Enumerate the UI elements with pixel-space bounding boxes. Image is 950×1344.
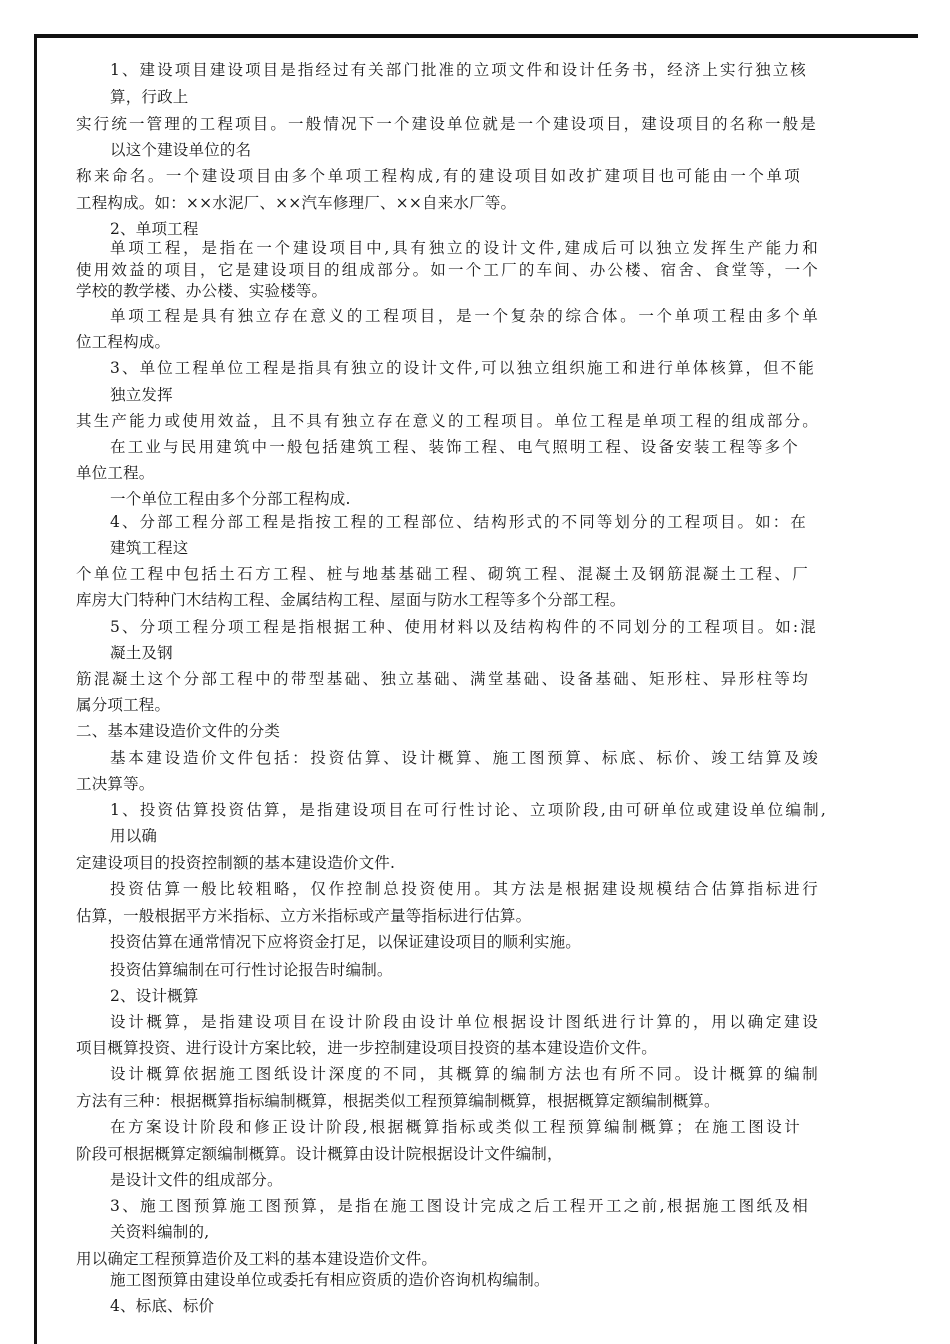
top-border-rule [34, 34, 918, 38]
text-line: 在方案设计阶段和修正设计阶段,根据概算指标或类似工程预算编制概算；在施工图设计 [110, 1118, 803, 1136]
text-line: 项目概算投资、进行设计方案比较，进一步控制建设项目投资的基本建设造价文件。 [76, 1039, 657, 1057]
text-line: 算，行政上 [110, 88, 189, 106]
text-line: 称来命名。一个建设项目由多个单项工程构成,有的建设项目如改扩建项目也可能由一个单项 [76, 167, 803, 185]
text-line: 个单位工程中包括土石方工程、桩与地基基础工程、砌筑工程、混凝土及钢筋混凝土工程、厂 [76, 565, 811, 583]
text-line: 位工程构成。 [76, 333, 171, 351]
text-line: 投资估算一般比较粗略，仅作控制总投资使用。其方法是根据建设规模结合估算指标进行 [110, 880, 821, 898]
text-line: 单项工程，是指在一个建设项目中,具有独立的设计文件,建成后可以独立发挥生产能力和 [110, 239, 821, 257]
text-line: 在工业与民用建筑中一般包括建筑工程、装饰工程、电气照明工程、设备安装工程等多个 [110, 438, 800, 456]
text-line: 3、单位工程单位工程是指具有独立的设计文件,可以独立组织施工和进行单体核算，但不能 [110, 359, 816, 377]
text-line: 方法有三种：根据概算指标编制概算，根据类似工程预算编制概算，根据概算定额编制概算。 [76, 1092, 720, 1110]
text-line: 设计概算依据施工图纸设计深度的不同，其概算的编制方法也有所不同。设计概算的编制 [110, 1065, 821, 1083]
text-line: 用以确定工程预算造价及工料的基本建设造价文件。 [76, 1250, 438, 1268]
text-line: 投资估算编制在可行性讨论报告时编制。 [110, 961, 393, 979]
text-line: 单位工程。 [76, 464, 155, 482]
text-line: 4、标底、标价 [110, 1297, 215, 1315]
text-line: 3、施工图预算施工图预算，是指在施工图设计完成之后工程开工之前,根据施工图纸及相 [110, 1197, 811, 1215]
text-line: 投资估算在通常情况下应将资金打足，以保证建设项目的顺利实施。 [110, 933, 582, 951]
text-line: 1、投资估算投资估算，是指建设项目在可行性讨论、立项阶段,由可研单位或建设单位编制, [110, 801, 829, 819]
text-line: 1、建设项目建设项目是指经过有关部门批准的立项文件和设计任务书，经济上实行独立核 [110, 61, 808, 79]
text-line: 用以确 [110, 827, 158, 845]
text-line: 建筑工程这 [110, 539, 189, 557]
text-line: 定建设项目的投资控制额的基本建设造价文件. [76, 854, 396, 872]
left-border-rule [34, 34, 37, 1344]
text-line: 基本建设造价文件包括：投资估算、设计概算、施工图预算、标底、标价、竣工结算及竣 [110, 749, 821, 767]
text-line: 阶段可根据概算定额编制概算。设计概算由设计院根据设计文件编制， [76, 1145, 563, 1163]
text-line: 4、分部工程分部工程是指按工程的工程部位、结构形式的不同等划分的工程项目。如：在 [110, 513, 808, 531]
text-line: 设计概算，是指建设项目在设计阶段由设计单位根据设计图纸进行计算的，用以确定建设 [110, 1013, 821, 1031]
text-line: 施工图预算由建设单位或委托有相应资质的造价咨询机构编制。 [110, 1271, 550, 1289]
text-line: 库房大门特种门木结构工程、金属结构工程、屋面与防水工程等多个分部工程。 [76, 591, 626, 609]
text-line: 二、基本建设造价文件的分类 [76, 722, 281, 740]
text-line: 以这个建设单位的名 [110, 141, 252, 159]
text-line: 独立发挥 [110, 386, 173, 404]
text-line: 是设计文件的组成部分。 [110, 1171, 283, 1189]
text-line: 5、分项工程分项工程是指根据工种、使用材料以及结构构件的不同划分的工程项目。如:混 [110, 618, 818, 636]
text-line: 筋混凝土这个分部工程中的带型基础、独立基础、满堂基础、设备基础、矩形柱、异形柱等均 [76, 670, 811, 688]
text-line: 2、设计概算 [110, 987, 199, 1005]
text-line: 其生产能力或使用效益，且不具有独立存在意义的工程项目。单位工程是单项工程的组成部分。 [76, 412, 821, 430]
text-line: 单项工程是具有独立存在意义的工程项目，是一个复杂的综合体。一个单项工程由多个单 [110, 307, 821, 325]
text-line: 关资料编制的, [110, 1223, 210, 1241]
text-line: 工程构成。如：××水泥厂、××汽车修理厂、××自来水厂等。 [76, 194, 517, 212]
text-line: 学校的教学楼、办公楼、实验楼等。 [76, 282, 328, 300]
text-line: 2、单项工程 [110, 220, 199, 238]
text-line: 属分项工程。 [76, 696, 171, 714]
text-line: 工决算等。 [76, 775, 155, 793]
text-line: 使用效益的项目，它是建设项目的组成部分。如一个工厂的车间、办公楼、宿舍、食堂等，一个 [76, 261, 821, 279]
text-line: 实行统一管理的工程项目。一般情况下一个建设单位就是一个建设项目，建设项目的名称一般是 [76, 115, 818, 133]
text-line: 一个单位工程由多个分部工程构成. [110, 490, 351, 508]
text-line: 凝土及钢 [110, 644, 173, 662]
text-line: 估算，一般根据平方米指标、立方米指标或产量等指标进行估算。 [76, 907, 532, 925]
